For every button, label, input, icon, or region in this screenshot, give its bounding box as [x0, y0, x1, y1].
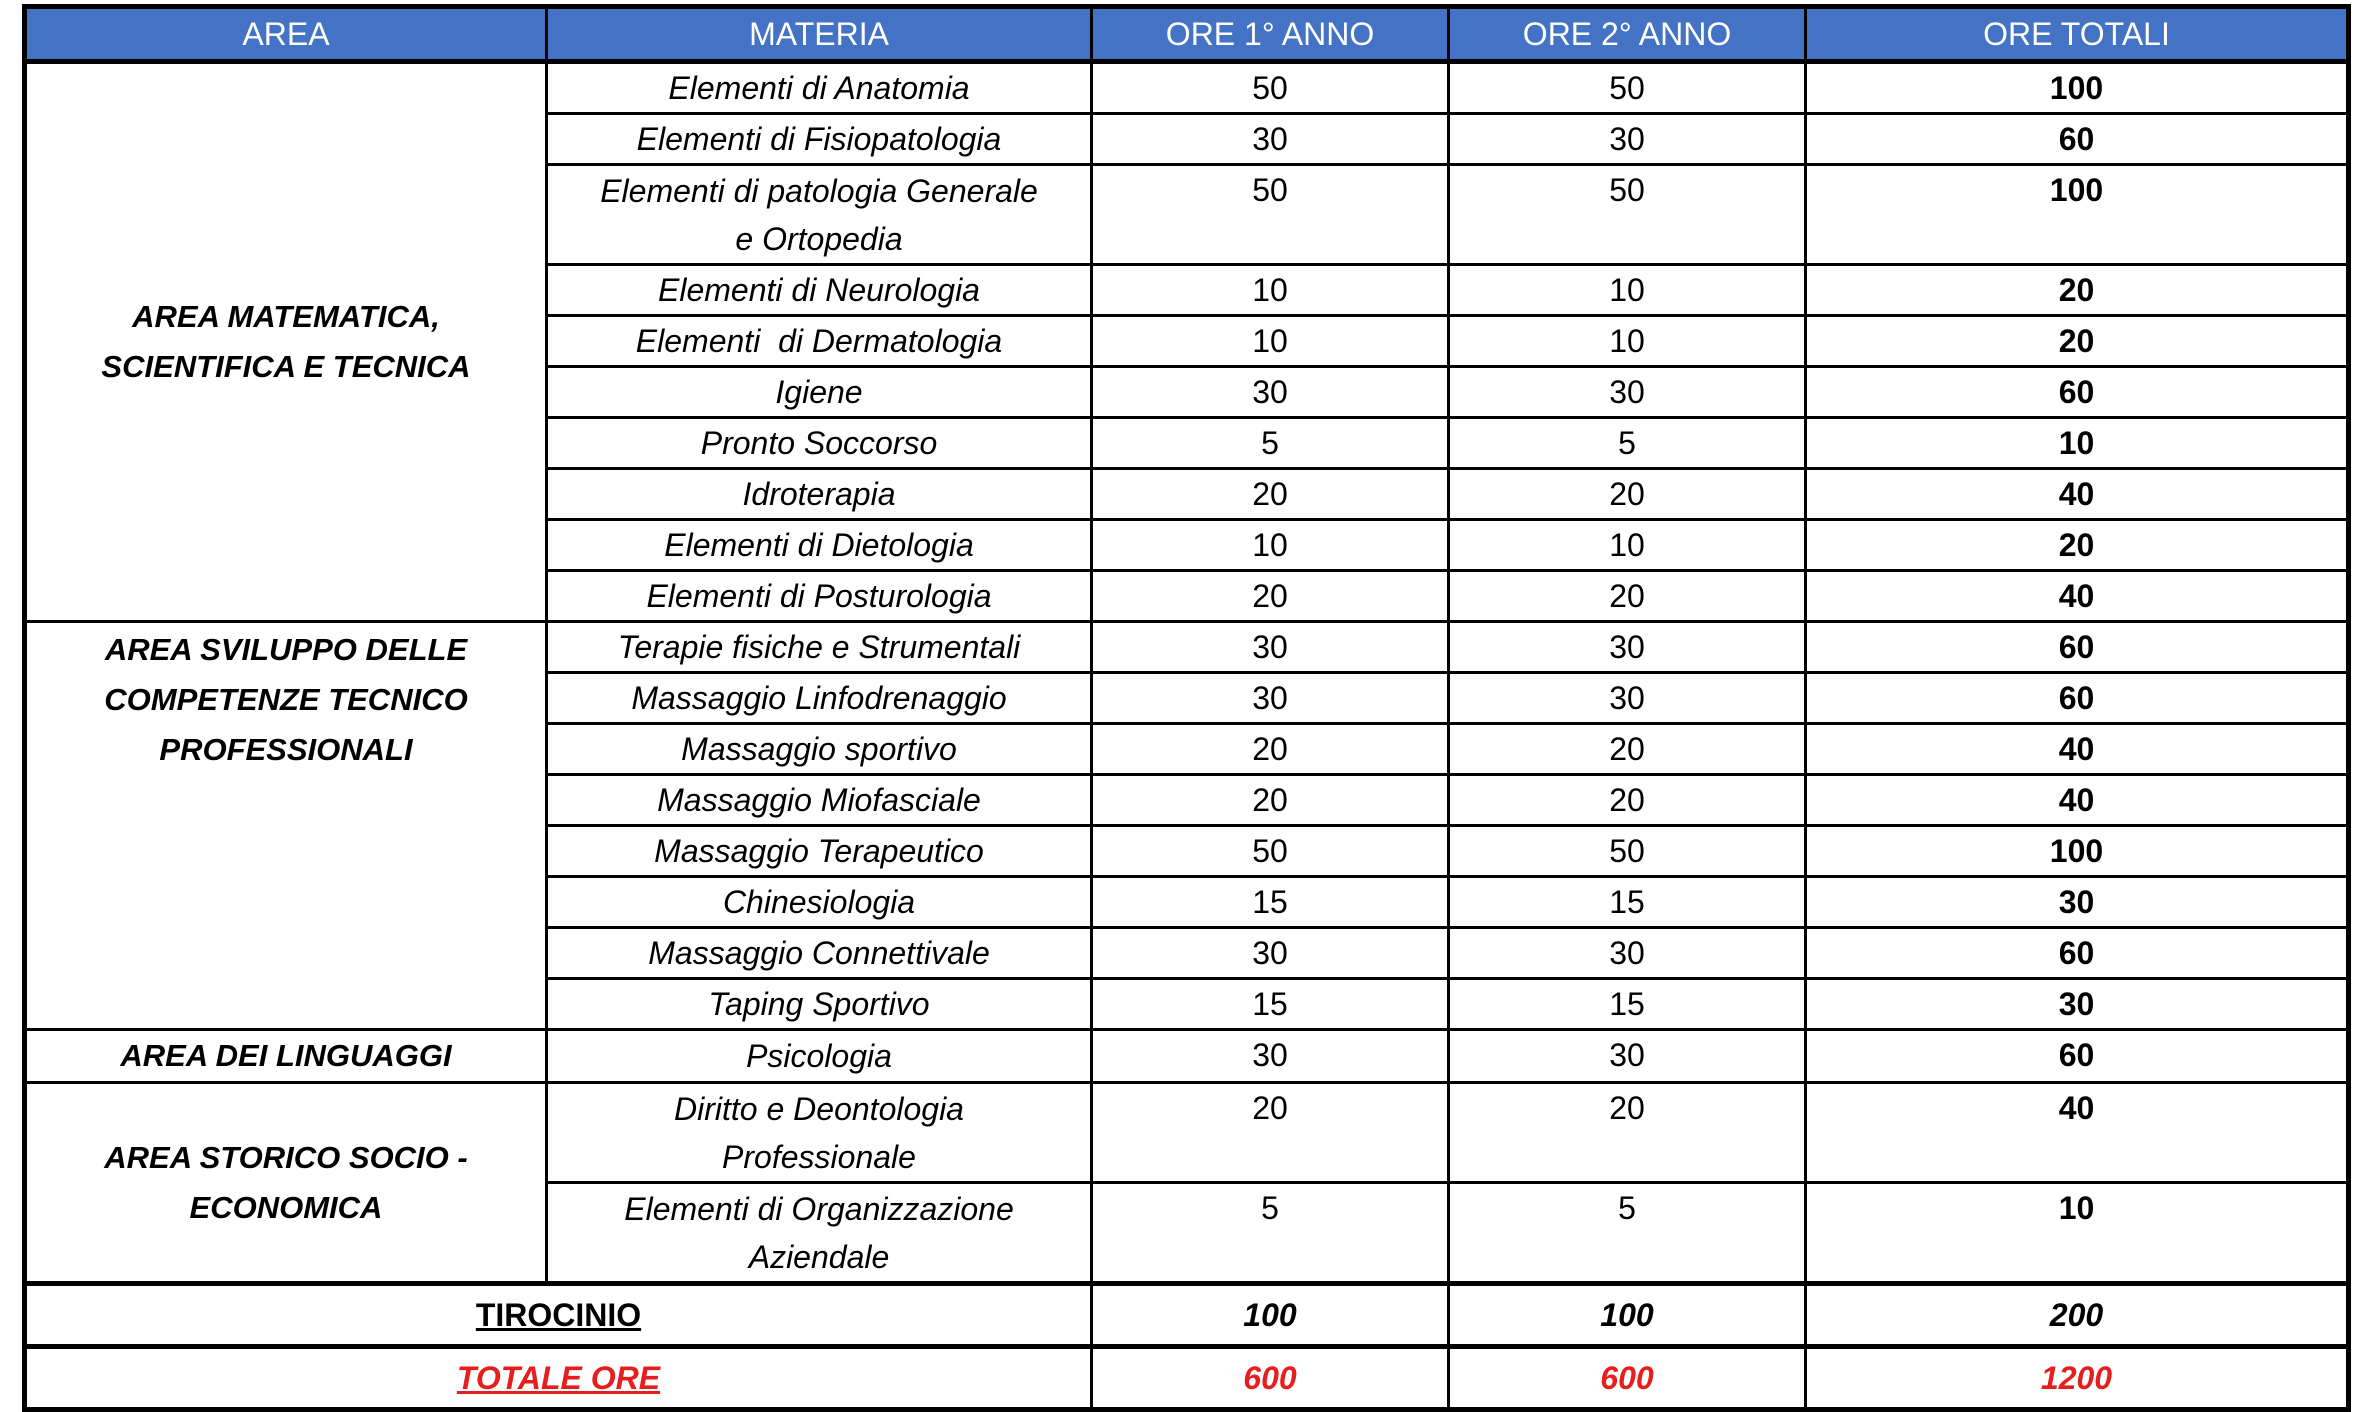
ore-2-anno-cell: 30 [1449, 928, 1806, 979]
ore-totali-cell: 40 [1806, 1083, 2349, 1183]
ore-2-anno-cell: 20 [1449, 1083, 1806, 1183]
ore-1-anno-cell: 20 [1092, 571, 1449, 622]
materia-line: Elementi di Neurologia [658, 272, 980, 308]
ore-totali-cell: 60 [1806, 673, 2349, 724]
ore-1-anno-cell: 15 [1092, 979, 1449, 1030]
materia-cell [547, 928, 1092, 979]
ore-1-anno-cell: 30 [1092, 367, 1449, 418]
materia-cell [547, 418, 1092, 469]
materia-cell [547, 114, 1092, 165]
ore-totali-cell: 40 [1806, 775, 2349, 826]
materia-cell [547, 1083, 1092, 1183]
ore-1-anno-cell: 20 [1092, 775, 1449, 826]
ore-1-anno-cell: 5 [1092, 1183, 1449, 1284]
ore-totali-cell: 60 [1806, 114, 2349, 165]
ore-2-anno-cell: 50 [1449, 826, 1806, 877]
area-line: AREA STORICO SOCIO - [104, 1139, 468, 1175]
materia-cell [547, 622, 1092, 673]
ore-totali-cell: 40 [1806, 571, 2349, 622]
materia-line: Idroterapia [742, 476, 896, 512]
materia-cell [547, 775, 1092, 826]
materia-line: Elementi di patologia Generale [600, 172, 1038, 209]
tirocinio-row [25, 1284, 2349, 1347]
materia-line: Terapie fisiche e Strumentali [617, 629, 1021, 665]
materia-line: Elementi di Fisiopatologia [636, 121, 1002, 157]
materia-cell [547, 265, 1092, 316]
area-line: AREA MATEMATICA, [132, 299, 440, 334]
ore-1-anno-cell: 15 [1092, 877, 1449, 928]
materia-line: Taping Sportivo [708, 986, 930, 1022]
totale-label: TOTALE ORE [25, 1347, 1092, 1410]
ore-2-anno-cell: 5 [1449, 418, 1806, 469]
ore-totali-cell: 30 [1806, 877, 2349, 928]
materia-line: Massaggio Terapeutico [654, 833, 984, 869]
materia-line: Diritto e Deontologia [674, 1090, 964, 1127]
table-row [25, 622, 2349, 673]
ore-1-anno-cell: 10 [1092, 316, 1449, 367]
materia-line: Elementi di Organizzazione [624, 1190, 1014, 1227]
ore-2-anno-cell: 10 [1449, 316, 1806, 367]
materia-cell [547, 571, 1092, 622]
ore-1-anno-cell: 30 [1092, 114, 1449, 165]
materia-line: Elementi di Dermatologia [635, 323, 1003, 359]
ore-1-anno-cell: 30 [1092, 1030, 1449, 1083]
ore-2-anno-cell: 20 [1449, 469, 1806, 520]
tirocinio-ore-1-anno: 100 [1092, 1284, 1449, 1347]
materia-line: Massaggio Miofasciale [657, 782, 981, 818]
ore-1-anno-cell: 10 [1092, 265, 1449, 316]
ore-1-anno-cell: 50 [1092, 62, 1449, 114]
ore-totali-cell: 100 [1806, 62, 2349, 114]
ore-totali-cell: 60 [1806, 622, 2349, 673]
materia-line: Psicologia [746, 1038, 892, 1074]
ore-totali-cell: 20 [1806, 265, 2349, 316]
ore-2-anno-cell: 30 [1449, 114, 1806, 165]
area-line: AREA SVILUPPO DELLE [104, 632, 468, 667]
materia-cell [547, 1183, 1092, 1284]
ore-totali-cell: 20 [1806, 316, 2349, 367]
ore-2-anno-cell: 20 [1449, 775, 1806, 826]
ore-totali-cell: 60 [1806, 1030, 2349, 1083]
area-line: ECONOMICA [189, 1189, 383, 1225]
header-row [25, 7, 2349, 62]
ore-2-anno-cell: 50 [1449, 165, 1806, 265]
materia-cell [547, 1030, 1092, 1083]
tirocinio-label: TIROCINIO [25, 1284, 1092, 1347]
ore-2-anno-cell: 30 [1449, 367, 1806, 418]
ore-totali-cell: 40 [1806, 724, 2349, 775]
ore-1-anno-cell: 20 [1092, 724, 1449, 775]
ore-totali-cell: 30 [1806, 979, 2349, 1030]
ore-2-anno-cell: 30 [1449, 622, 1806, 673]
materia-cell [547, 367, 1092, 418]
ore-2-anno-cell: 15 [1449, 877, 1806, 928]
area-line: PROFESSIONALI [159, 732, 413, 767]
materia-cell [547, 673, 1092, 724]
tirocinio-ore-totali: 200 [1806, 1284, 2349, 1347]
table-row [25, 1083, 2349, 1183]
header-materia: MATERIA [547, 7, 1092, 62]
ore-totali-cell: 40 [1806, 469, 2349, 520]
header-ore-1-anno: ORE 1° ANNO [1092, 7, 1449, 62]
materia-line: Elementi di Dietologia [664, 527, 974, 563]
table-row [25, 62, 2349, 114]
ore-1-anno-cell: 5 [1092, 418, 1449, 469]
header-ore-totali: ORE TOTALI [1806, 7, 2349, 62]
materia-line: Elementi di Anatomia [668, 70, 970, 106]
totale-ore-totali: 1200 [1806, 1347, 2349, 1410]
materia-line: Pronto Soccorso [700, 425, 938, 461]
ore-totali-cell: 20 [1806, 520, 2349, 571]
ore-2-anno-cell: 10 [1449, 520, 1806, 571]
ore-2-anno-cell: 20 [1449, 571, 1806, 622]
ore-totali-cell: 10 [1806, 418, 2349, 469]
ore-2-anno-cell: 50 [1449, 62, 1806, 114]
ore-1-anno-cell: 10 [1092, 520, 1449, 571]
materia-line: Elementi di Posturologia [646, 578, 992, 614]
materia-line: Massaggio sportivo [681, 731, 957, 767]
hours-table [22, 4, 2351, 1412]
materia-line: Igiene [775, 374, 863, 410]
materia-cell [547, 62, 1092, 114]
ore-1-anno-cell: 20 [1092, 1083, 1449, 1183]
tirocinio-ore-2-anno: 100 [1449, 1284, 1806, 1347]
ore-totali-cell: 100 [1806, 165, 2349, 265]
materia-cell [547, 165, 1092, 265]
ore-1-anno-cell: 30 [1092, 928, 1449, 979]
ore-2-anno-cell: 30 [1449, 673, 1806, 724]
ore-totali-cell: 60 [1806, 928, 2349, 979]
header-ore-2-anno: ORE 2° ANNO [1449, 7, 1806, 62]
ore-2-anno-cell: 5 [1449, 1183, 1806, 1284]
ore-1-anno-cell: 50 [1092, 165, 1449, 265]
materia-cell [547, 316, 1092, 367]
materia-cell [547, 979, 1092, 1030]
area-linguaggi [25, 1030, 547, 1083]
materia-line: Professionale [722, 1138, 916, 1175]
ore-totali-cell: 60 [1806, 367, 2349, 418]
materia-line: Chinesiologia [722, 884, 916, 920]
ore-1-anno-cell: 30 [1092, 622, 1449, 673]
area-sviluppo [25, 622, 547, 1030]
ore-2-anno-cell: 15 [1449, 979, 1806, 1030]
area-matematica [25, 62, 547, 622]
ore-totali-cell: 100 [1806, 826, 2349, 877]
ore-1-anno-cell: 50 [1092, 826, 1449, 877]
materia-cell [547, 724, 1092, 775]
materia-cell [547, 520, 1092, 571]
materia-line: Massaggio Linfodrenaggio [631, 680, 1007, 716]
table-row [25, 1030, 2349, 1083]
materia-cell [547, 469, 1092, 520]
ore-2-anno-cell: 10 [1449, 265, 1806, 316]
ore-totali-cell: 10 [1806, 1183, 2349, 1284]
header-area: AREA [25, 7, 547, 62]
ore-2-anno-cell: 20 [1449, 724, 1806, 775]
totale-ore-2-anno: 600 [1449, 1347, 1806, 1410]
materia-line: Massaggio Connettivale [648, 935, 990, 971]
ore-1-anno-cell: 30 [1092, 673, 1449, 724]
ore-1-anno-cell: 20 [1092, 469, 1449, 520]
materia-cell [547, 877, 1092, 928]
totale-ore-1-anno: 600 [1092, 1347, 1449, 1410]
ore-2-anno-cell: 30 [1449, 1030, 1806, 1083]
area-storico [25, 1083, 547, 1284]
area-line: AREA DEI LINGUAGGI [120, 1038, 452, 1073]
area-line: COMPETENZE TECNICO [104, 682, 468, 717]
materia-line: Aziendale [748, 1238, 890, 1275]
materia-cell [547, 826, 1092, 877]
materia-line: e Ortopedia [735, 220, 903, 257]
area-line: SCIENTIFICA E TECNICA [101, 349, 471, 384]
totale-row [25, 1347, 2349, 1410]
